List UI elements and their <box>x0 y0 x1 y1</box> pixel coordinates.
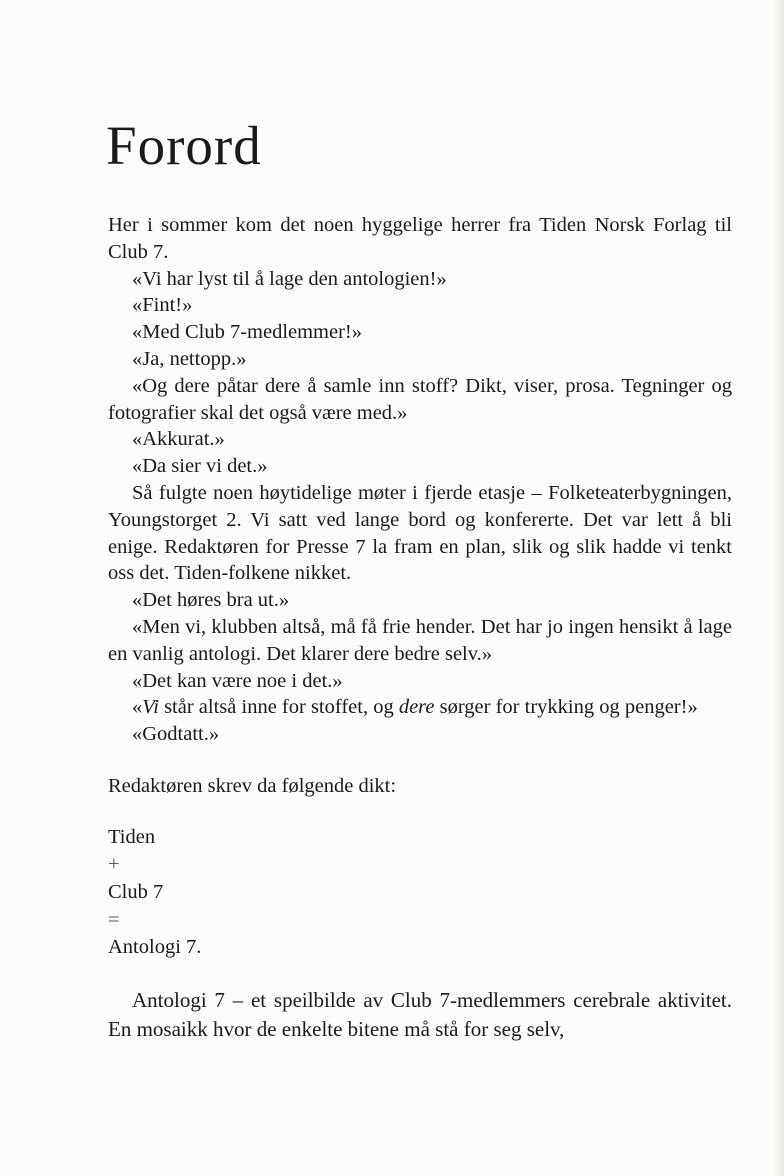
poem-line: Antologi 7. <box>108 936 202 959</box>
page-edge-shadow <box>774 0 784 1176</box>
dialogue-line: «Med Club 7-medlemmer!» <box>132 321 363 344</box>
emphasis-dere: dere <box>398 696 435 719</box>
dialogue-line: «Og dere påtar dere å samle inn stoff? Dikt, viser, prosa. Tegninger og fotografier skal det også være med.» <box>108 374 732 424</box>
dialogue-line: «Fint!» <box>132 294 193 317</box>
dialogue-line: «Men vi, klubben altså, må få frie hender. Det har jo ingen hensikt å lage en vanlig antologi. Det klarer dere bedre selv.» <box>108 615 732 665</box>
dialogue-line: «Ja, nettopp.» <box>132 347 247 370</box>
poem <box>108 824 732 962</box>
dialogue-line: «Akkurat.» <box>132 428 225 451</box>
narrative-paragraph: Så fulgte noen høytidelige møter i fjerde etasje – Folketeaterbygningen, Youngstorget 2. Vi satt ved lange bord og konfererte. Det var lett å bli enige. Redaktøren for Presse 7 la fram en plan, slik og slik hadde vi tenkt oss det. Tiden-folkene nikket. <box>108 481 732 585</box>
page-title: Forord <box>106 115 262 176</box>
dialogue-line: «Det kan være noe i det.» <box>132 669 343 692</box>
quote-open: « <box>132 696 143 719</box>
poem-intro: Redaktøren skrev da følgende dikt: <box>108 774 397 797</box>
poem-line: Tiden <box>108 825 156 848</box>
poem-line: Club 7 <box>108 880 164 903</box>
dialogue-line: «Vi har lyst til å lage den antologien!» <box>132 267 447 290</box>
dialogue-line: «Da sier vi det.» <box>132 455 268 478</box>
preface-body <box>108 212 732 1044</box>
closing-paragraph: Antologi 7 – et speilbilde av Club 7-medlemmers cerebrale aktivitet. En mosaikk hvor de enkelte bitene må stå for seg selv, <box>108 987 732 1041</box>
dialogue-text: står altså inne for stoffet, og <box>158 696 399 719</box>
emphasis-vi: Vi <box>142 696 159 719</box>
closing-section <box>108 986 732 1044</box>
dialogue-line: «Det høres bra ut.» <box>132 589 290 612</box>
poem-equals-sign: = <box>108 908 120 931</box>
dialogue-line: «Godtatt.» <box>132 723 220 746</box>
dialogue-text: sørger for trykking og penger!» <box>434 696 698 719</box>
emphasis-dialogue-line <box>108 694 732 721</box>
intro-paragraph: Her i sommer kom det noen hyggelige herrer fra Tiden Norsk Forlag til Club 7. <box>108 214 732 263</box>
poem-plus-sign: + <box>108 853 120 876</box>
